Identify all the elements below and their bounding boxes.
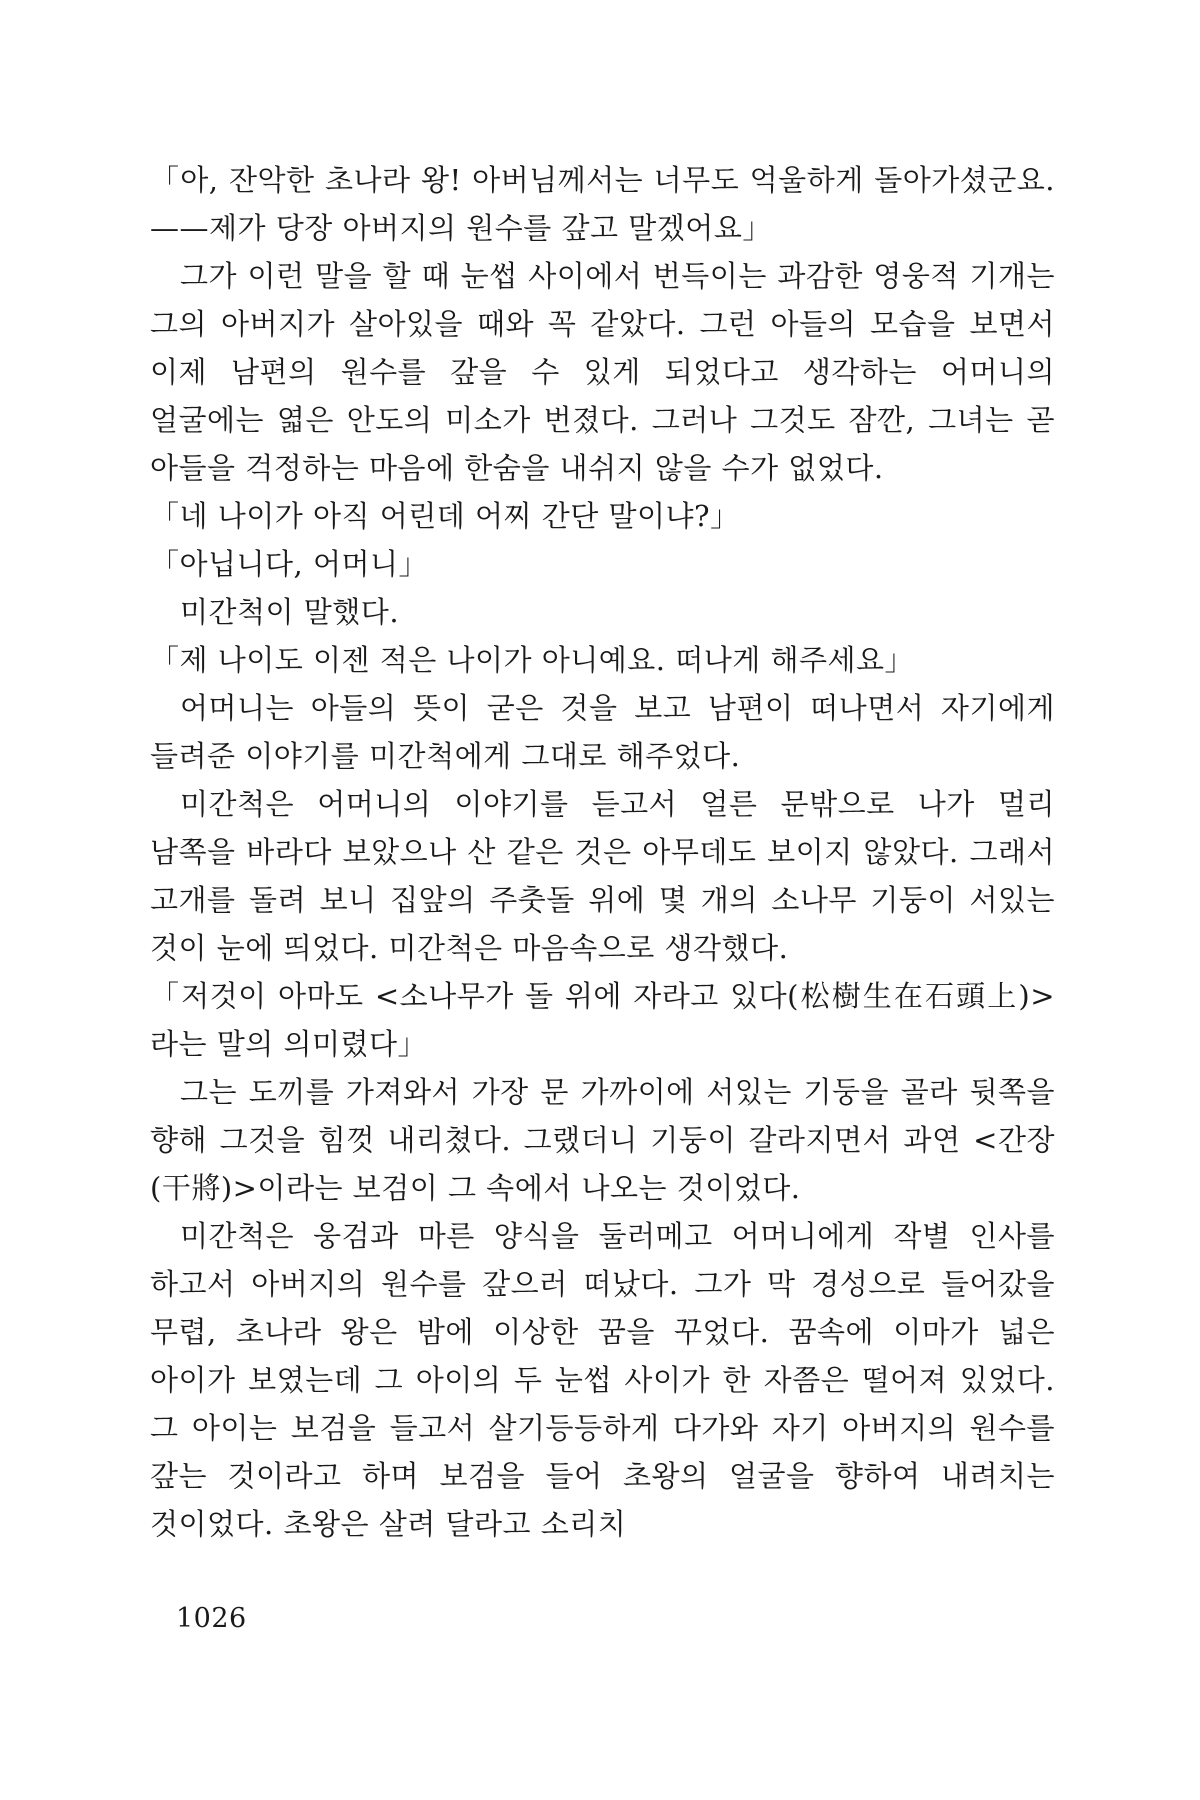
paragraph-dialogue: 「아, 잔악한 초나라 왕! 아버님께서는 너무도 억울하게 돌아가셨군요. ——제가 당장 아버지의 원수를 갚고 말겠어요」: [150, 163, 1055, 245]
paragraph-dialogue: 「제 나이도 이젠 적은 나이가 아니예요. 떠나게 해주세요」: [150, 643, 915, 677]
paragraph-narration: 그가 이런 말을 할 때 눈썹 사이에서 번득이는 과감한 영웅적 기개는 그의 아버지가 살아있을 때와 꼭 같았다. 그런 아들의 모습을 보면서 이제 남편의 원수를 갚을 수 있게 되었다고 생각하는 어머니의 얼굴에는 엷은 안도의 미소가 번졌다. 그러나 그것도 잠깐, 그녀는 곧 아들을 걱정하는 마음에 한숨을 내쉬지 않을 수가 없었다.: [150, 259, 1055, 485]
paragraph-narration: 미간척은 어머니의 이야기를 듣고서 얼른 문밖으로 나가 멀리 남쪽을 바라다 보았으나 산 같은 것은 아무데도 보이지 않았다. 그래서 고개를 돌려 보니 집앞의 주춧돌 위에 몇 개의 소나무 기둥이 서있는 것이 눈에 띄었다. 미간척은 마음속으로 생각했다.: [150, 787, 1055, 965]
paragraph-dialogue: 「아닙니다, 어머니」: [150, 547, 429, 581]
paragraph-narration: 미간척은 웅검과 마른 양식을 둘러메고 어머니에게 작별 인사를 하고서 아버지의 원수를 갚으러 떠났다. 그가 막 경성으로 들어갔을 무렵, 초나라 왕은 밤에 이상한 꿈을 꾸었다. 꿈속에 이마가 넓은 아이가 보였는데 그 아이의 두 눈썹 사이가 한 자쯤은 떨어져 있었다. 그 아이는 보검을 들고서 살기등등하게 다가와 자기 아버지의 원수를 갚는 것이라고 하며 보검을 들어 초왕의 얼굴을 향하여 내려치는 것이었다. 초왕은 살려 달라고 소리치: [150, 1219, 1055, 1541]
paragraph-narration: 미간척이 말했다.: [180, 595, 400, 629]
paragraph-narration: 어머니는 아들의 뜻이 굳은 것을 보고 남편이 떠나면서 자기에게 들려준 이야기를 미간척에게 그대로 해주었다.: [150, 691, 1055, 773]
paragraph-dialogue: 「네 나이가 아직 어린데 어찌 간단 말이냐?」: [150, 499, 740, 533]
body-text: [150, 156, 1055, 1548]
paragraph-narration: 그는 도끼를 가져와서 가장 문 가까이에 서있는 기둥을 골라 뒷쪽을 향해 그것을 힘껏 내리쳤다. 그랬더니 기둥이 갈라지면서 과연 <간장(干將)>이라는 보검이 그 속에서 나오는 것이었다.: [150, 1075, 1055, 1205]
paragraph-dialogue: 「저것이 아마도 <소나무가 돌 위에 자라고 있다(松樹生在石頭上)>라는 말의 의미렸다」: [150, 979, 1055, 1061]
page-number: 1026: [176, 1603, 247, 1634]
